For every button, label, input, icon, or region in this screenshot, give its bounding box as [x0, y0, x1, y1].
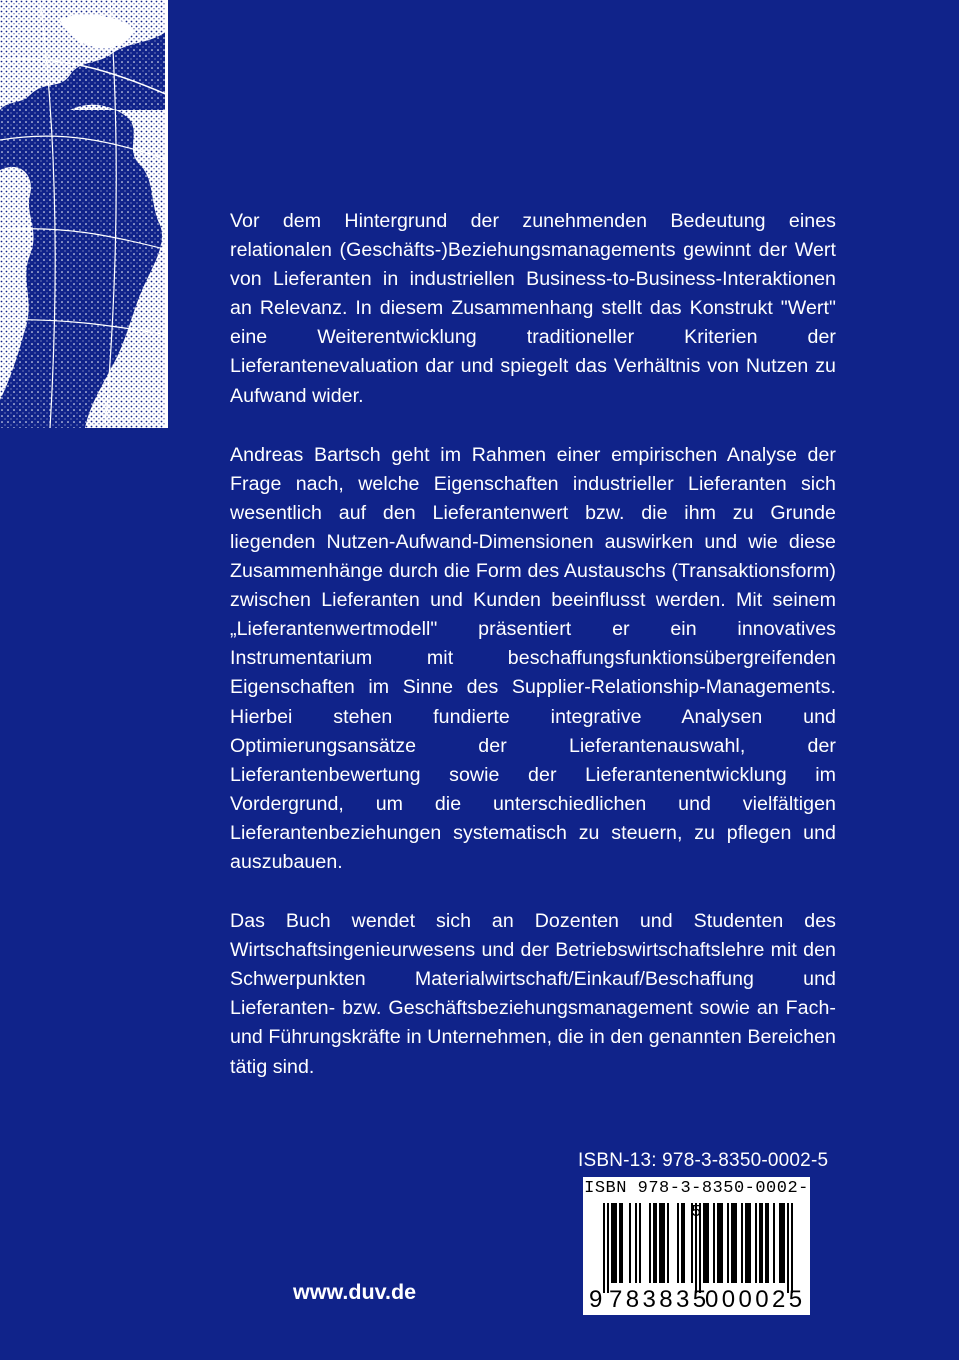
isbn-label: ISBN-13: 978-3-8350-0002-5	[578, 1150, 829, 1171]
barcode-digits	[583, 1285, 810, 1315]
blurb-paragraph-2: Andreas Bartsch geht im Rahmen einer empirischen Analyse der Frage nach, welche Eigenschaften industrieller Lieferanten sich wesentlich auf den Lieferantenwert bzw. die ihm zu Grunde liegenden Nutzen-Aufwand-Dimensionen auswirken und wie diese Zusammenhänge durch die Form des Austauschs (Transaktionsform) zwischen Lieferanten und Kunden beeinflusst werden. Mit seinem „Lieferantenwertmodell" präsentiert er ein innovatives Instrumentarium mit beschaffungsfunktionsübergreifenden Eigenschaften im Sinne des Supplier-Relationship-Managements. Hierbei stehen fundierte integrative Analysen und Optimierungsansätze der Lieferantenauswahl, der Lieferantenbewertung sowie der Lieferantenentwicklung im Vordergrund, um die unterschiedlichen und vielfältigen Lieferantenbeziehungen systematisch zu steuern, zu pflegen und auszubauen.	[230, 443, 836, 873]
isbn-barcode	[583, 1177, 810, 1315]
blurb-paragraph-1: Vor dem Hintergrund der zunehmenden Bedeutung eines relationalen (Geschäfts-)Beziehungsmanagements gewinnt der Wert von Lieferanten in industriellen Business-to-Business-Interaktionen an Relevanz. In diesem Zusammenhang stellt das Konstrukt "Wert" eine Weiterentwicklung traditioneller Kriterien der Lieferantenevaluation dar und spiegelt das Verhältnis von Nutzen zu Aufwand wider.	[230, 210, 836, 407]
blurb	[230, 207, 836, 1112]
barcode-right-group: 000025	[705, 1286, 806, 1313]
blurb-paragraph-3: Das Buch wendet sich an Dozenten und Studenten des Wirtschaftsingenieurwesens und der Betriebswirtschaftslehre mit den Schwerpunkten Materialwirtschaft/Einkauf/Beschaffung und Lieferanten- bzw. Geschäftsbeziehungsmanagement sowie an Fach- und Führungskräfte in Unternehmen, die in den genannten Bereichen tätig sind.	[230, 910, 836, 1078]
publisher-url: www.duv.de	[293, 1280, 417, 1304]
globe-illustration-icon	[0, 0, 168, 428]
barcode-left-group: 783835	[609, 1286, 710, 1313]
barcode-first-digit: 9	[589, 1286, 603, 1313]
barcode-isbn-text: ISBN 978-3-8350-0002-5	[584, 1179, 809, 1222]
